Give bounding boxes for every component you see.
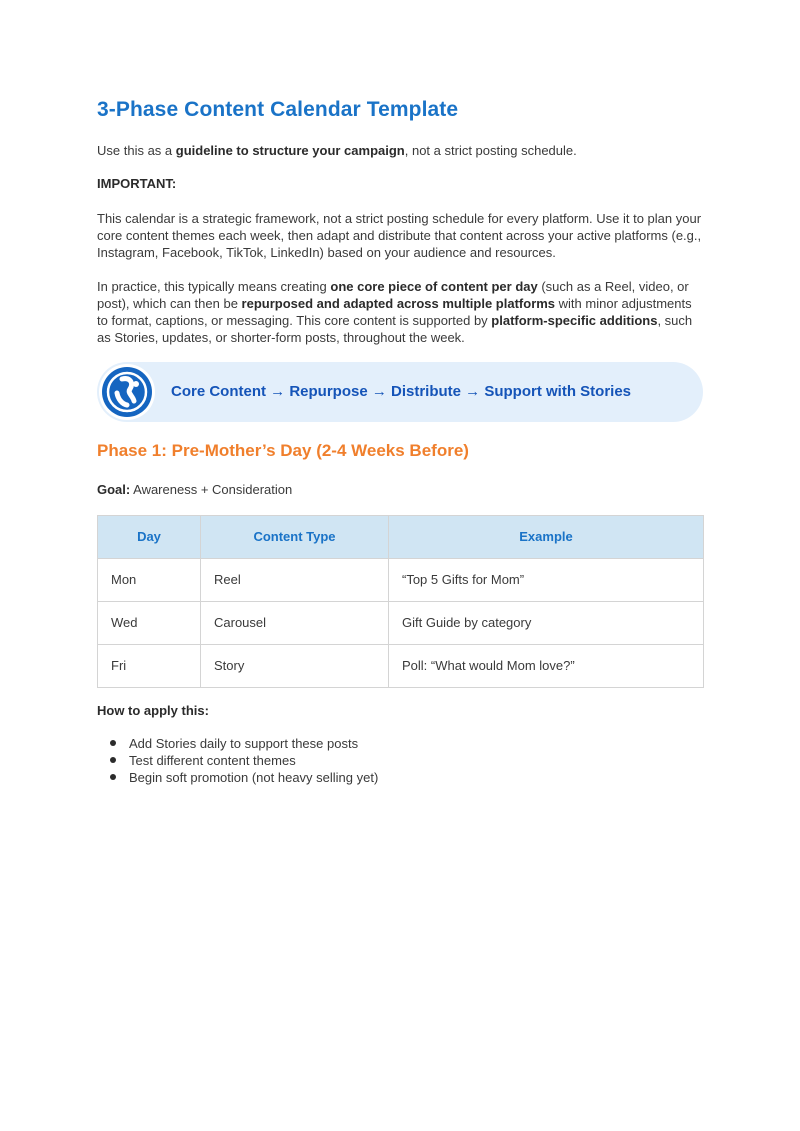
cell-day: Wed: [98, 601, 201, 644]
list-item-text: Test different content themes: [129, 752, 296, 768]
cell-example: “Top 5 Gifts for Mom”: [389, 558, 704, 601]
intro-bold: guideline to structure your campaign: [175, 142, 405, 158]
table-header-row: [98, 515, 704, 558]
workflow-banner: [97, 362, 703, 422]
practice-text-2: (such as a Reel, video, or post), which can then be: [97, 278, 689, 311]
banner-text: Core Content → Repurpose → Distribute → Support with Stories: [171, 383, 632, 401]
apply-heading: How to apply this:: [97, 702, 209, 718]
cell-content-type: Carousel: [201, 601, 389, 644]
content-calendar-table: [97, 515, 704, 688]
header-example: Example: [389, 515, 704, 558]
goal-label: Goal:: [97, 481, 131, 497]
bullet-icon: [110, 774, 116, 780]
list-item-text: Add Stories daily to support these posts: [129, 735, 359, 751]
bullet-icon: [110, 757, 116, 763]
header-day: Day: [98, 515, 201, 558]
cell-content-type: Story: [201, 644, 389, 687]
important-heading: IMPORTANT:: [97, 175, 177, 191]
list-item-text: Begin soft promotion (not heavy selling yet): [129, 769, 379, 785]
practice-bold-2: repurposed and adapted across multiple platforms: [241, 295, 556, 311]
practice-text-1: In practice, this typically means creating: [97, 278, 331, 294]
brand-logo-icon: [99, 364, 155, 420]
practice-bold-3: platform-specific additions: [491, 312, 658, 328]
goal-value: Awareness + Consideration: [130, 481, 293, 497]
apply-list: [110, 735, 703, 786]
cell-day: Mon: [98, 558, 201, 601]
list-item: [110, 735, 703, 752]
important-paragraph: This calendar is a strategic framework, not a strict posting schedule for every platform. Use it to plan your core content themes each week, then adapt and distribute that content across your active platforms (e.g., Instagram, Facebook, TikTok, LinkedIn) based on your audience and resources.: [97, 211, 702, 261]
page-title: 3-Phase Content Calendar Template: [97, 98, 459, 121]
practice-paragraph: [97, 278, 703, 347]
cell-day: Fri: [98, 644, 201, 687]
table-row: [98, 601, 704, 644]
practice-text-3: with minor adjustments to format, captions, or messaging. This core content is supported by: [97, 295, 692, 328]
intro-paragraph: [97, 142, 703, 159]
intro-text-end: , not a strict posting schedule.: [404, 142, 577, 158]
intro-text: Use this as a: [97, 142, 176, 158]
phase-1-goal: [97, 481, 703, 498]
bullet-icon: [110, 740, 116, 746]
practice-bold-1: one core piece of content per day: [330, 278, 538, 294]
table-row: [98, 644, 704, 687]
list-item: [110, 769, 703, 786]
list-item: [110, 752, 703, 769]
cell-example: Gift Guide by category: [389, 601, 704, 644]
table-row: [98, 558, 704, 601]
phase-1-title: Phase 1: Pre-Mother’s Day (2-4 Weeks Before): [97, 441, 469, 461]
header-content-type: Content Type: [201, 515, 389, 558]
cell-example: Poll: “What would Mom love?”: [389, 644, 704, 687]
practice-text-4: , such as Stories, updates, or shorter-form posts, throughout the week.: [97, 312, 693, 345]
cell-content-type: Reel: [201, 558, 389, 601]
